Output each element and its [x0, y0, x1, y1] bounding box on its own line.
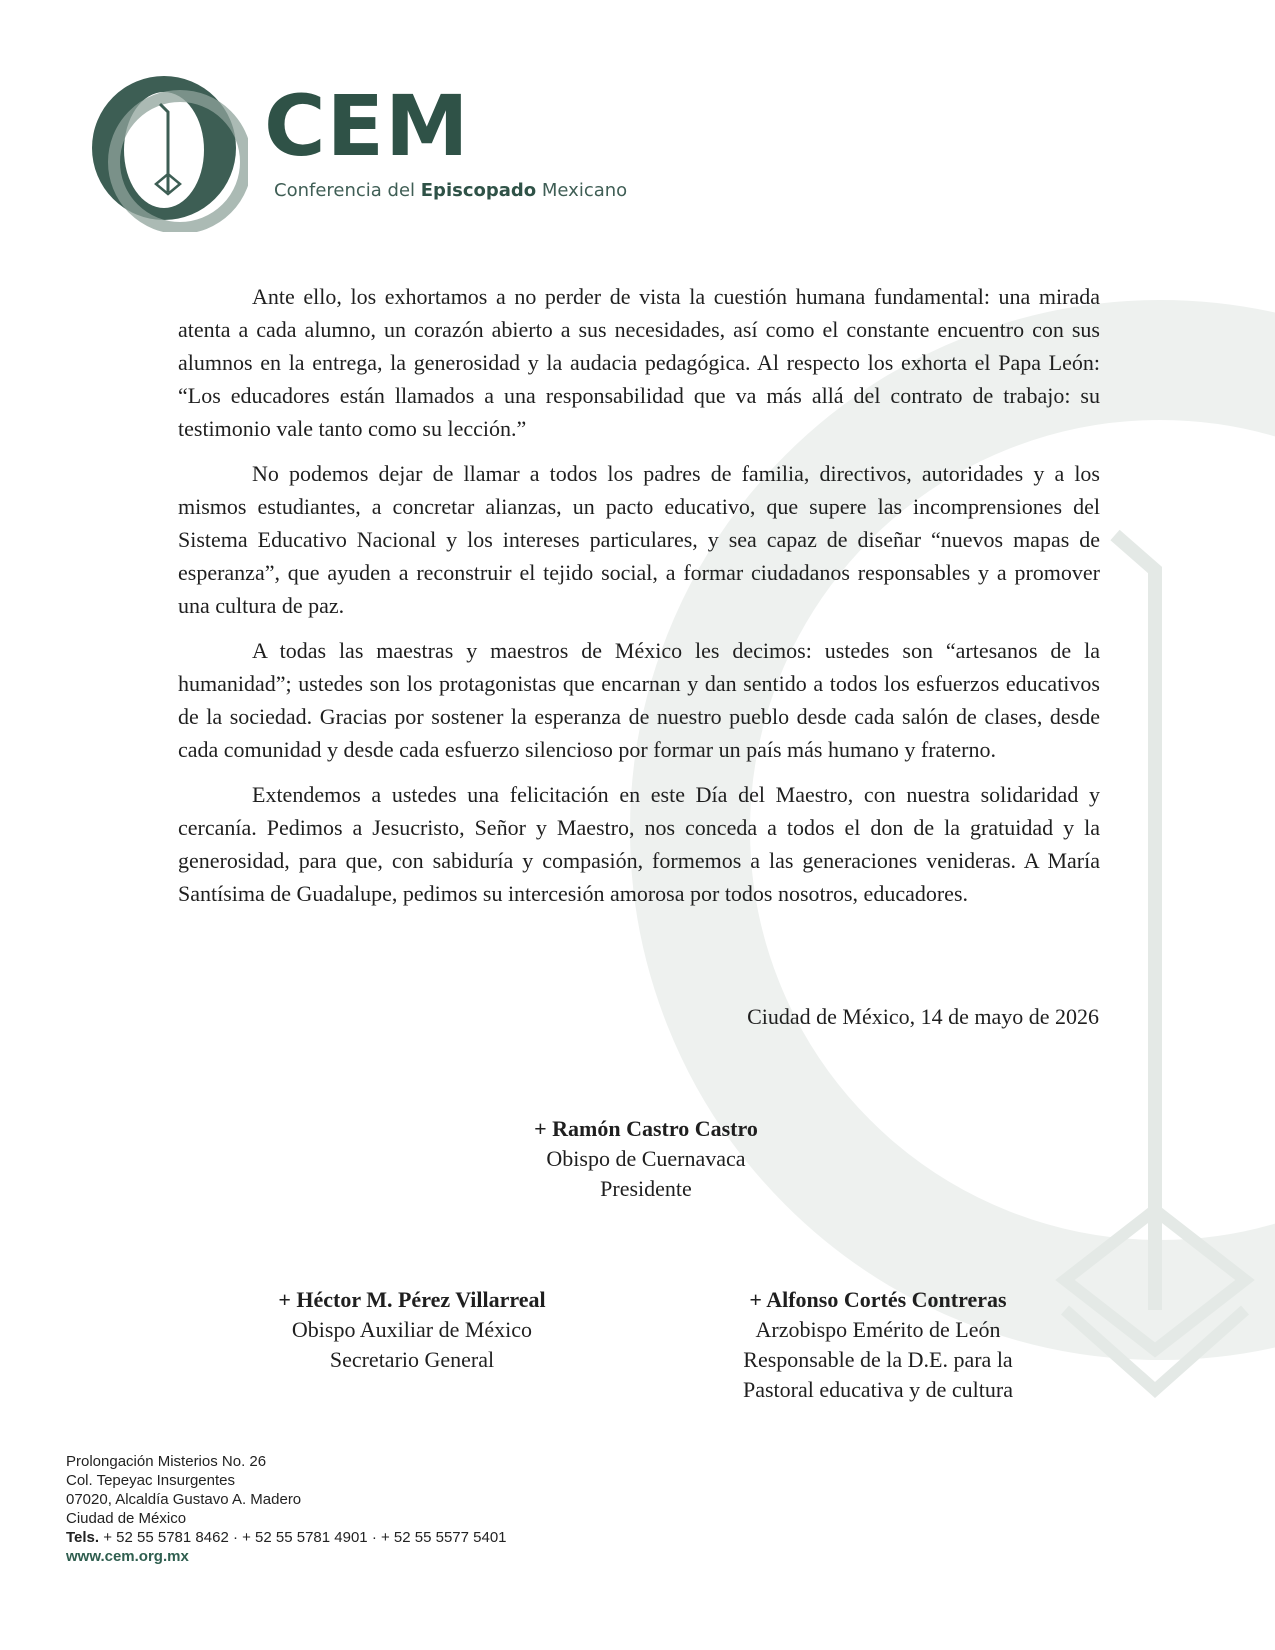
address-line: Col. Tepeyac Insurgentes	[66, 1472, 235, 1489]
signer-role: Secretario General	[329, 1347, 495, 1372]
address-line: Ciudad de México	[66, 1510, 187, 1527]
signer-title: Obispo Auxiliar de México	[291, 1317, 533, 1342]
cem-emblem-icon	[88, 72, 248, 232]
logo-acronym: CEM	[264, 77, 470, 175]
cem-logo	[88, 72, 668, 232]
signature-responsible	[678, 1285, 1078, 1405]
signer-role: Presidente	[600, 1176, 692, 1201]
paragraph: Ante ello, los exhortamos a no perder de vista la cuestión humana fundamental: una mirada atenta a cada alumno, un corazón abierto a sus necesidades, así como el constante encuentro con sus alumnos en la entrega, la generosidad y la audacia pedagógica. Al respecto los exhorta el Papa León: “Los educadores están llamados a una responsabilidad que va más allá del contrato de trabajo: su testimonio vale tanto como su lección.”	[178, 284, 1100, 441]
logo-tagline: Conferencia del Episcopado Mexicano	[274, 180, 628, 201]
signer-title: Arzobispo Emérito de León	[755, 1317, 1001, 1342]
signer-role: Responsable de la D.E. para la	[743, 1347, 1013, 1372]
signer-name: + Alfonso Cortés Contreras	[749, 1287, 1007, 1312]
signature-secretary	[212, 1285, 612, 1375]
signer-role: Pastoral educativa y de cultura	[742, 1377, 1013, 1402]
signature-president	[446, 1114, 846, 1204]
website-link[interactable]: www.cem.org.mx	[66, 1548, 189, 1565]
signer-name: + Héctor M. Pérez Villarreal	[278, 1287, 546, 1312]
paragraph: Extendemos a ustedes una felicitación en este Día del Maestro, con nuestra solidaridad y cercanía. Pedimos a Jesucristo, Señor y Maestro, nos conceda a todos el don de la gratuidad y la generosidad, para que, con sabiduría y compasión, formemos a las generaciones venideras. A María Santísima de Guadalupe, pedimos su intercesión amorosa por todos nosotros, educadores.	[178, 782, 1100, 906]
address-line: Prolongación Misterios No. 26	[66, 1453, 267, 1470]
footer-contact	[66, 1452, 507, 1566]
signer-name: + Ramón Castro Castro	[534, 1116, 758, 1141]
letter-body	[178, 280, 1100, 922]
paragraph: No podemos dejar de llamar a todos los padres de familia, directivos, autoridades y a los mismos estudiantes, a concretar alianzas, un pacto educativo, que supere las incomprensiones del Sistema Educativo Nacional y los intereses particulares, y sea capaz de diseñar “nuevos mapas de esperanza”, que ayuden a reconstruir el tejido social, a formar ciudadanos responsables y a promover una cultura de paz.	[178, 461, 1100, 618]
signer-title: Obispo de Cuernavaca	[546, 1146, 746, 1171]
address-line: 07020, Alcaldía Gustavo A. Madero	[66, 1491, 302, 1508]
date-line: Ciudad de México, 14 de mayo de 2026	[747, 1004, 1099, 1029]
paragraph: A todas las maestras y maestros de México les decimos: ustedes son “artesanos de la humanidad”; ustedes son los protagonistas que encarnan y dan sentido a todos los esfuerzos educativos de la sociedad. Gracias por sostener la esperanza de nuestro pueblo desde cada salón de clases, desde cada comunidad y desde cada esfuerzo silencioso por formar un país más humano y fraterno.	[178, 638, 1100, 762]
phone-line: Tels. + 52 55 5781 8462 · + 52 55 5781 4901 · + 52 55 5577 5401	[66, 1529, 507, 1546]
